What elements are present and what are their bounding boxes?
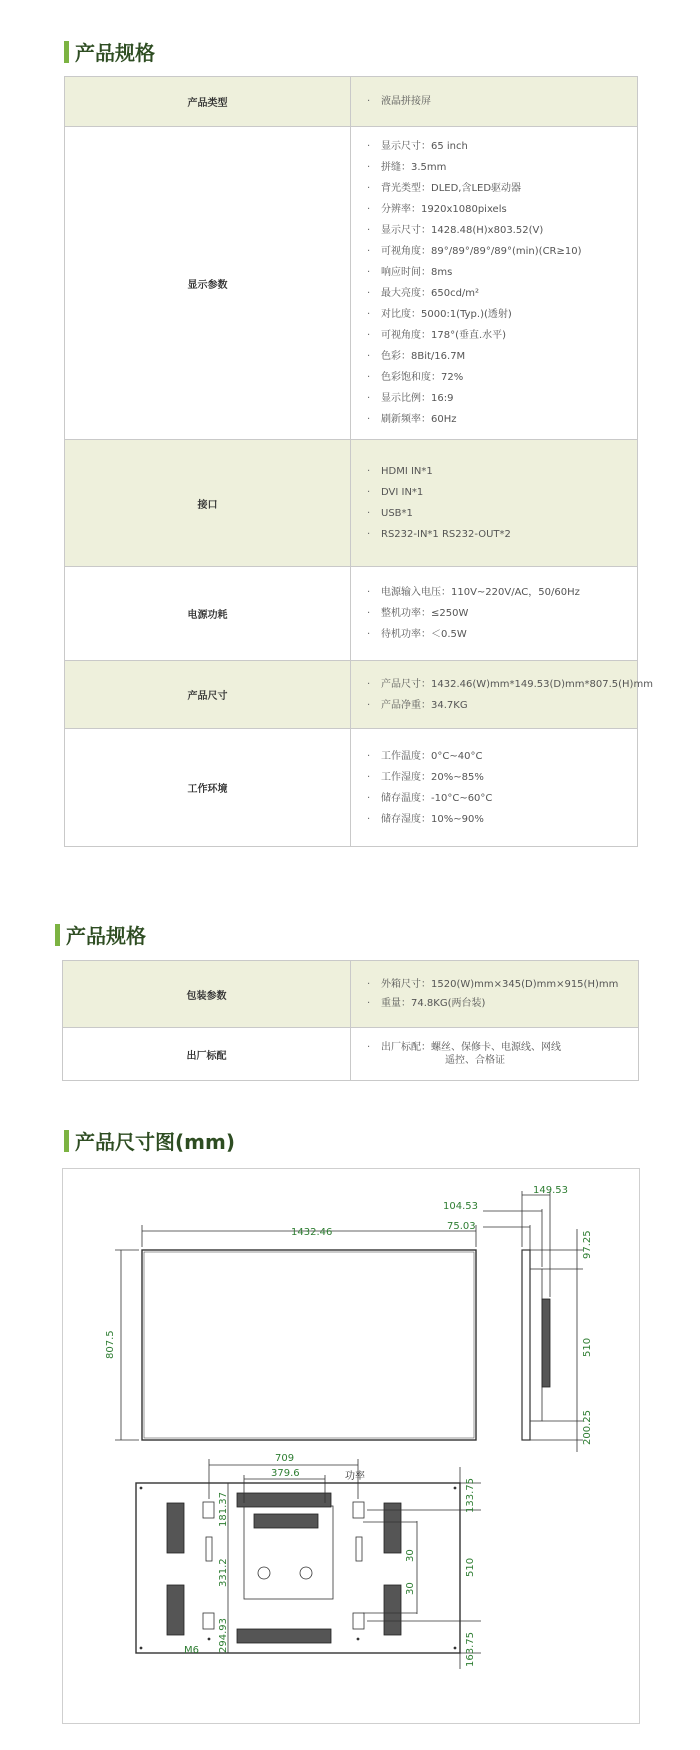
list-item: · 显示尺寸：1428.48(H)x803.52(V) [367, 220, 637, 241]
row-values [351, 440, 638, 567]
dim-label: 200.25 [582, 1410, 593, 1445]
row-label: 显示参数 [65, 127, 351, 440]
dim-label: 30 [405, 1549, 416, 1562]
list-item: · 产品净重：34.7KG [367, 695, 637, 716]
dim-label: 163.75 [465, 1632, 476, 1667]
dim-label: 104.53 [443, 1201, 478, 1212]
handle [206, 1537, 212, 1561]
dim-label: 75.03 [447, 1221, 476, 1232]
list-item: · 工作温度：0°C~40°C [367, 746, 637, 767]
side-view-panel [522, 1250, 530, 1440]
list-item [367, 1041, 638, 1067]
list-item-text: 出厂标配：螺丝、保修卡、电源线、网线 [381, 1042, 561, 1053]
row-values [351, 661, 653, 729]
row-label: 产品类型 [65, 77, 351, 127]
screw-hole [140, 1487, 143, 1490]
table-row [65, 440, 638, 567]
list-item: · 储存温度：-10°C~60°C [367, 788, 637, 809]
front-view-panel [142, 1250, 476, 1440]
mount-bracket [353, 1613, 364, 1629]
vent-grille [384, 1503, 401, 1553]
drawing-svg [63, 1169, 639, 1723]
dim-label: 807.5 [105, 1330, 116, 1359]
packing-table [62, 960, 639, 1081]
spec-table [64, 76, 653, 847]
list-item-continued: 遥控、合格证 [445, 1055, 505, 1066]
side-view-bracket [542, 1299, 550, 1387]
row-values [351, 77, 638, 127]
screw-hole [208, 1638, 211, 1641]
dim-label: 30 [405, 1582, 416, 1595]
table-row [65, 729, 638, 847]
mount-bracket [203, 1613, 214, 1629]
section-title-dimensions [64, 1126, 235, 1155]
side-view-body [530, 1269, 542, 1421]
list-item: · 液晶拼接屏 [367, 91, 637, 112]
table-row [65, 661, 638, 729]
handle [356, 1537, 362, 1561]
screw-hole [454, 1487, 457, 1490]
fan [258, 1567, 270, 1579]
fan [300, 1567, 312, 1579]
list-item: · 背光类型：DLED,含LED驱动器 [367, 178, 637, 199]
list-item: · 待机功率：＜0.5W [367, 624, 637, 645]
list-item: · DVI IN*1 [367, 482, 637, 503]
list-item: · HDMI IN*1 [367, 461, 637, 482]
list-item: · USB*1 [367, 503, 637, 524]
list-item: · 可视角度：89°/89°/89°/89°(min)(CR≥10) [367, 241, 637, 262]
vent-grille [237, 1629, 331, 1643]
vent-grille [167, 1503, 184, 1553]
list-item: · 分辨率：1920x1080pixels [367, 199, 637, 220]
list-item: · 色彩饱和度：72% [367, 367, 637, 388]
table-row [63, 961, 639, 1028]
section-title-text: 产品规格 [66, 924, 146, 948]
dimension-drawing [62, 1168, 640, 1724]
list-item: · 显示尺寸：65 inch [367, 136, 637, 157]
vent-grille [237, 1493, 331, 1507]
vent-grille [167, 1585, 184, 1635]
section-title-text: 产品规格 [75, 41, 155, 65]
title-accent-bar [64, 1130, 69, 1152]
table-row [63, 1028, 639, 1081]
front-view-bezel [144, 1252, 474, 1438]
screw-hole [357, 1638, 360, 1641]
list-item: · 刷新频率：60Hz [367, 409, 637, 430]
list-item: · 拼缝：3.5mm [367, 157, 637, 178]
dim-label: 294.93 [218, 1618, 229, 1653]
list-item: · 显示比例：16:9 [367, 388, 637, 409]
dim-label: 510 [582, 1337, 593, 1357]
list-item: · 最大亮度：650cd/m² [367, 283, 637, 304]
title-accent-bar [55, 924, 60, 946]
list-item: · 整机功率：≤250W [367, 603, 637, 624]
list-item: · 工作湿度：20%~85% [367, 767, 637, 788]
dim-label: 1432.46 [291, 1227, 333, 1238]
row-values [351, 567, 638, 661]
dim-label: 709 [275, 1453, 295, 1464]
mount-bracket [203, 1502, 214, 1518]
row-label: 电源功耗 [65, 567, 351, 661]
dim-label: 331.2 [218, 1558, 229, 1587]
list-item: · 产品尺寸：1432.46(W)mm*149.53(D)mm*807.5(H)mm [367, 674, 637, 695]
row-values [351, 127, 638, 440]
table-row [65, 567, 638, 661]
row-values [351, 961, 639, 1028]
row-label: 工作环境 [65, 729, 351, 847]
dim-label: 97.25 [582, 1230, 593, 1259]
list-item: · 可视角度：178°(垂直.水平) [367, 325, 637, 346]
list-item: · 储存湿度：10%~90% [367, 809, 637, 830]
section-title-packing [55, 920, 146, 949]
dim-label: 133.75 [465, 1478, 476, 1513]
table-row [65, 127, 638, 440]
mount-bracket [353, 1502, 364, 1518]
row-label: 接口 [65, 440, 351, 567]
row-label: 产品尺寸 [65, 661, 351, 729]
table-row [65, 77, 638, 127]
row-values [351, 1028, 639, 1081]
screw-hole [454, 1647, 457, 1650]
vent-grille [384, 1585, 401, 1635]
dim-label: 149.53 [533, 1185, 568, 1196]
dim-label: 181.37 [218, 1492, 229, 1527]
dim-label: 510 [465, 1557, 476, 1577]
screw-hole [140, 1647, 143, 1650]
list-item: · 对比度：5000:1(Typ.)(透射) [367, 304, 637, 325]
row-values [351, 729, 638, 847]
row-label: 出厂标配 [63, 1028, 351, 1081]
dim-label: M6 [184, 1645, 199, 1656]
back-view-panel [136, 1483, 460, 1653]
title-accent-bar [64, 41, 69, 63]
list-item: · 色彩：8Bit/16.7M [367, 346, 637, 367]
vent-grille [254, 1514, 318, 1528]
list-item: · 外箱尺寸：1520(W)mm×345(D)mm×915(H)mm [367, 975, 638, 994]
list-item: · 电源输入电压：110V~220V/AC，50/60Hz [367, 582, 637, 603]
row-label: 包装参数 [63, 961, 351, 1028]
section-title-text: 产品尺寸图(mm) [75, 1130, 235, 1154]
list-item: · 响应时间：8ms [367, 262, 637, 283]
list-item: · RS232-IN*1 RS232-OUT*2 [367, 524, 637, 545]
dim-label: 379.6 [271, 1468, 300, 1479]
section-title-specs [64, 37, 155, 66]
list-item: · 重量：74.8KG(两台装) [367, 994, 638, 1013]
dim-label-power: 功率 [345, 1471, 365, 1482]
